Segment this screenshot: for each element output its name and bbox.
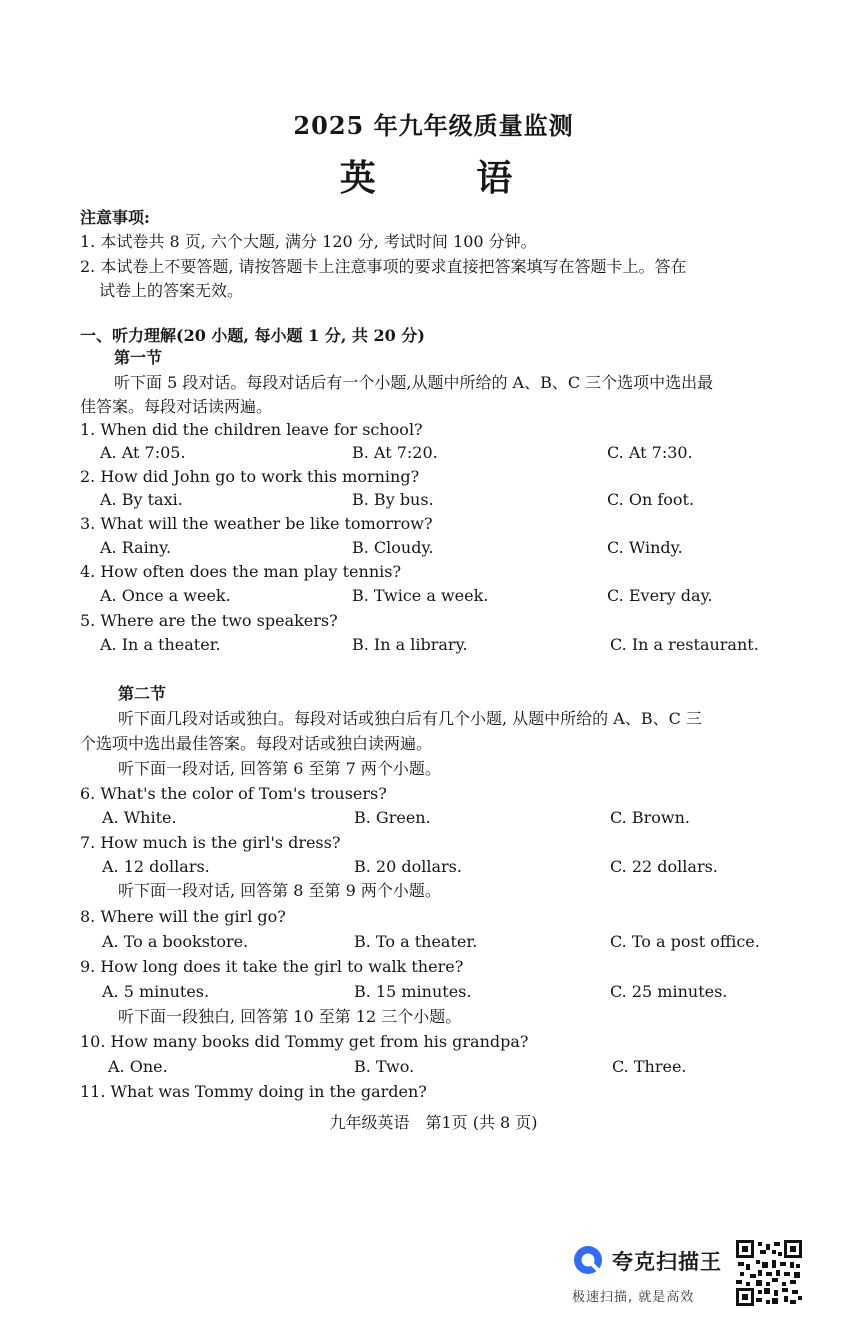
- q10-option-c: C. Three.: [612, 1057, 687, 1076]
- q4-option-c: C. Every day.: [607, 586, 713, 605]
- notes-item-2: 2. 本试卷上不要答题, 请按答题卡上注意事项的要求直接把答案填写在答题卡上。答在: [80, 257, 687, 276]
- scanner-watermark: [570, 1240, 860, 1312]
- q8-option-c: C. To a post office.: [610, 932, 760, 951]
- section1-heading: 一、听力理解(20 小题, 每小题 1 分, 共 20 分): [80, 326, 425, 345]
- q3-option-a: A. Rainy.: [100, 538, 172, 557]
- q5-option-a: A. In a theater.: [100, 635, 221, 654]
- q9-option-c: C. 25 minutes.: [610, 982, 728, 1001]
- q1-option-b: B. At 7:20.: [352, 443, 438, 462]
- part2-label: 第二节: [118, 684, 167, 703]
- question-11: 11. What was Tommy doing in the garden?: [80, 1082, 427, 1101]
- q9-option-a: A. 5 minutes.: [102, 982, 210, 1001]
- q1-option-a: A. At 7:05.: [100, 443, 186, 462]
- q7-option-c: C. 22 dollars.: [610, 857, 718, 876]
- q10-option-a: A. One.: [108, 1057, 168, 1076]
- q7-option-a: A. 12 dollars.: [102, 857, 210, 876]
- part2-instruction-2: 个选项中选出最佳答案。每段对话或独白读两遍。: [80, 734, 433, 753]
- question-2: 2. How did John go to work this morning?: [80, 467, 420, 486]
- q4-option-a: A. Once a week.: [100, 586, 231, 605]
- q8-option-a: A. To a bookstore.: [102, 932, 249, 951]
- q6-option-a: A. White.: [102, 808, 177, 827]
- q2-option-a: A. By taxi.: [100, 490, 183, 509]
- qr-code-icon: [736, 1240, 802, 1306]
- part2-sub3: 听下面一段独白, 回答第 10 至第 12 三个小题。: [118, 1007, 462, 1026]
- exam-title: 2025 年九年级质量监测: [293, 111, 574, 140]
- question-6: 6. What's the color of Tom's trousers?: [80, 784, 387, 803]
- q8-option-b: B. To a theater.: [354, 932, 478, 951]
- q4-option-b: B. Twice a week.: [352, 586, 489, 605]
- notes-item-2-cont: 试卷上的答案无效。: [99, 281, 244, 300]
- part1-instruction-2: 佳答案。每段对话读两遍。: [80, 397, 273, 416]
- question-1: 1. When did the children leave for school?: [80, 420, 423, 439]
- question-4: 4. How often does the man play tennis?: [80, 562, 402, 581]
- q5-option-b: B. In a library.: [352, 635, 468, 654]
- subject-title: 英 语: [339, 157, 557, 199]
- q6-option-b: B. Green.: [354, 808, 431, 827]
- part1-instruction-1: 听下面 5 段对话。每段对话后有一个小题,从题中所给的 A、B、C 三个选项中选出最: [114, 373, 714, 392]
- q7-option-b: B. 20 dollars.: [354, 857, 462, 876]
- q3-option-b: B. Cloudy.: [352, 538, 434, 557]
- q6-option-c: C. Brown.: [610, 808, 690, 827]
- question-3: 3. What will the weather be like tomorrow?: [80, 514, 433, 533]
- q1-option-c: C. At 7:30.: [607, 443, 693, 462]
- q9-option-b: B. 15 minutes.: [354, 982, 472, 1001]
- watermark-brand: 夸克扫描王: [612, 1250, 722, 1274]
- question-8: 8. Where will the girl go?: [80, 907, 286, 926]
- q2-option-b: B. By bus.: [352, 490, 434, 509]
- watermark-slogan: 极速扫描, 就是高效: [572, 1290, 695, 1305]
- question-10: 10. How many books did Tommy get from his grandpa?: [80, 1032, 529, 1051]
- notes-item-1: 1. 本试卷共 8 页, 六个大题, 满分 120 分, 考试时间 100 分钟。: [80, 232, 537, 251]
- quark-logo-icon: [572, 1244, 604, 1276]
- question-5: 5. Where are the two speakers?: [80, 611, 338, 630]
- q3-option-c: C. Windy.: [607, 538, 683, 557]
- part1-label: 第一节: [114, 348, 163, 367]
- part2-sub1: 听下面一段对话, 回答第 6 至第 7 两个小题。: [118, 759, 441, 778]
- page-footer: 九年级英语 第1页 (共 8 页): [329, 1113, 538, 1132]
- q5-option-c: C. In a restaurant.: [610, 635, 759, 654]
- question-9: 9. How long does it take the girl to walk there?: [80, 957, 464, 976]
- q2-option-c: C. On foot.: [607, 490, 695, 509]
- q10-option-b: B. Two.: [354, 1057, 415, 1076]
- part2-instruction-1: 听下面几段对话或独白。每段对话或独白后有几个小题, 从题中所给的 A、B、C 三: [118, 709, 702, 728]
- question-7: 7. How much is the girl's dress?: [80, 833, 341, 852]
- part2-sub2: 听下面一段对话, 回答第 8 至第 9 两个小题。: [118, 881, 441, 900]
- notes-heading: 注意事项:: [80, 208, 150, 227]
